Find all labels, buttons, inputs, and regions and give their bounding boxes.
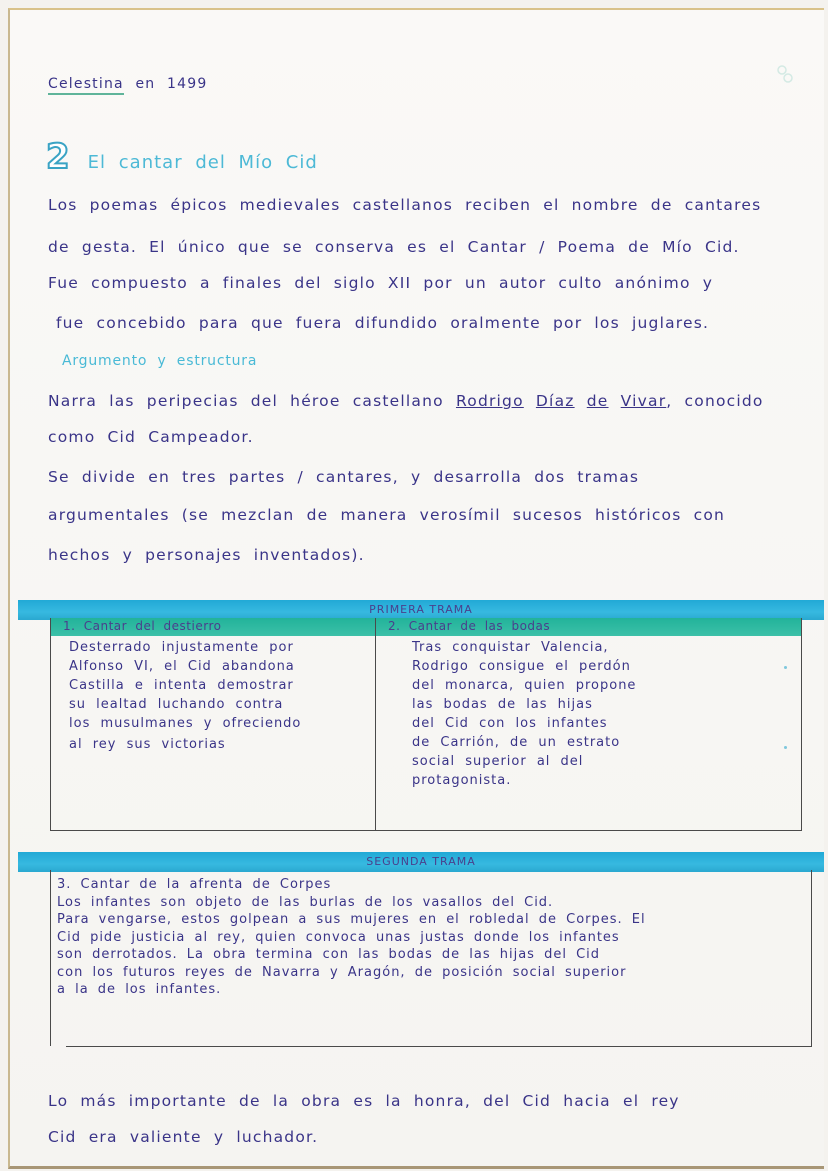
cantar-destierro-column <box>51 618 376 830</box>
afrenta-line: a la de los infantes. <box>57 982 222 997</box>
cantar-destierro-body <box>69 638 301 754</box>
closing-line-1: Lo más importante de la obra es la honra, del Cid hacia el rey <box>48 1092 680 1110</box>
structure-line-2: argumentales (se mezclan de manera verosímil sucesos históricos con <box>48 506 726 524</box>
bodas-line: las bodas de las hijas <box>412 697 593 712</box>
destierro-line: Castilla e intenta demostrar <box>69 678 294 693</box>
cantar-bodas-body <box>412 638 636 790</box>
argument-line-1 <box>48 392 764 410</box>
afrenta-line: con los futuros reyes de Navarra y Aragón, de posición social superior <box>57 964 627 980</box>
margin-dot <box>784 666 787 669</box>
section-number: 2 <box>46 137 70 177</box>
destierro-line: Alfonso VI, el Cid abandona <box>69 659 295 674</box>
argument-start: Narra las peripecias del héroe castellano <box>48 392 444 410</box>
structure-line-3: hechos y personajes inventados). <box>48 546 365 564</box>
destierro-line: su lealtad luchando contra <box>69 697 284 712</box>
intro-line-4: fue concebido para que fuera difundido oralmente por los juglares. <box>56 314 710 332</box>
intro-line-3: Fue compuesto a finales del siglo XII por un autor culto anónimo y <box>48 274 714 292</box>
argument-line-2: como Cid Campeador. <box>48 428 254 446</box>
name-rodrigo: Rodrigo <box>455 392 524 410</box>
section-heading <box>46 137 318 177</box>
cantar-destierro-heading: 1. Cantar del destierro <box>63 619 222 633</box>
destierro-line: al rey sus victorias <box>69 737 226 752</box>
section-title: El cantar del Mío Cid <box>87 152 318 173</box>
bodas-line: Tras conquistar Valencia, <box>412 640 609 655</box>
bodas-line: del Cid con los infantes <box>412 716 608 731</box>
afrenta-line: Cid pide justicia al rey, quien convoca unas justas donde los infantes <box>57 929 620 945</box>
cantar-bodas-heading: 2. Cantar de las bodas <box>388 619 551 633</box>
cantar-bodas-column <box>376 618 801 830</box>
afrenta-heading: 3. Cantar de la afrenta de Corpes <box>57 877 332 892</box>
intro-line-2: de gesta. El único que se conserva es el Cantar / Poema de Mío Cid. <box>48 238 740 256</box>
subheading-argumento: Argumento y estructura <box>62 353 258 369</box>
segunda-trama-body <box>57 876 646 999</box>
bodas-line: protagonista. <box>412 773 512 788</box>
intro-line-1: Los poemas épicos medievales castellanos reciben el nombre de cantares <box>48 196 762 214</box>
closing-line-2: Cid era valiente y luchador. <box>48 1128 319 1146</box>
name-vivar: Vivar <box>620 392 667 410</box>
notebook-page <box>8 8 824 1169</box>
destierro-line: Desterrado injustamente por <box>69 640 294 655</box>
afrenta-line: Los infantes son objeto de las burlas de los vasallos del Cid. <box>57 894 554 910</box>
margin-dot <box>784 746 787 749</box>
argument-end: , conocido <box>666 392 764 410</box>
celestina-underlined: Celestina <box>48 76 124 95</box>
afrenta-line: Para vengarse, estos golpean a sus mujeres en el robledal de Corpes. El <box>57 912 646 927</box>
faint-doodle-icon <box>774 62 796 88</box>
primera-trama-table <box>50 618 802 831</box>
top-note <box>48 76 207 92</box>
bodas-line: de Carrión, de un estrato <box>412 735 621 750</box>
segunda-trama-bottom-border <box>66 1046 812 1047</box>
name-de: de <box>586 392 609 410</box>
bodas-line: Rodrigo consigue el perdón <box>412 659 631 674</box>
top-note-year: en 1499 <box>135 76 208 92</box>
structure-line-1: Se divide en tres partes / cantares, y desarrolla dos tramas <box>48 468 640 486</box>
primera-trama-band: PRIMERA TRAMA <box>18 600 824 620</box>
bodas-line: social superior al del <box>412 754 584 769</box>
bodas-line: del monarca, quien propone <box>412 678 637 693</box>
segunda-trama-table <box>50 870 812 1046</box>
afrenta-line: son derrotados. La obra termina con las bodas de las hijas del Cid <box>57 947 601 962</box>
destierro-line: los musulmanes y ofreciendo <box>69 716 302 731</box>
name-diaz: Díaz <box>535 392 575 410</box>
segunda-trama-band: SEGUNDA TRAMA <box>18 852 824 872</box>
